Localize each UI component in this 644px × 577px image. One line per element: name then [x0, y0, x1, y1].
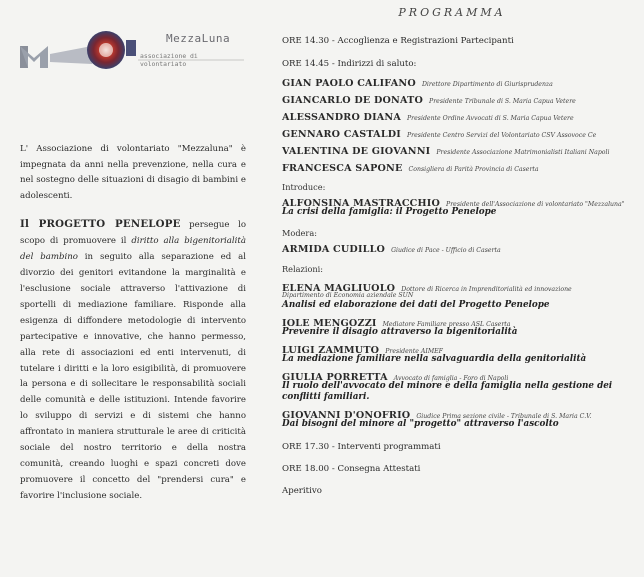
speaker-role: Presidente AIMEF	[385, 348, 443, 355]
introducer-talk: La crisi della famiglia: il Progetto Penelope	[282, 207, 497, 217]
greetings-label: ORE 14.45 - Indirizzi di saluto:	[282, 59, 417, 69]
speaker-name: ELENA MAGLIUOLO	[282, 283, 396, 294]
project-emphasis: diritto alla bigenitorialità del bambino	[20, 236, 246, 263]
interventi-line: ORE 17.30 - Interventi programmati	[282, 442, 441, 452]
introducer-row	[282, 194, 642, 207]
speaker-talk: Prevenire il disagio attraverso la bigenitorialità	[282, 327, 518, 337]
association-logo	[20, 26, 246, 84]
attestati-line: ORE 18.00 - Consegna Attestati	[282, 464, 421, 474]
greeting-row	[282, 72, 642, 89]
logo-name: MezzaLuna	[166, 32, 231, 45]
speaker-talk: La mediazione familiare nella salvaguardia della genitorialità	[282, 354, 587, 364]
moderator-row	[282, 240, 642, 254]
speaker-row	[282, 406, 642, 419]
logo-tagline: associazione di volontariato	[140, 52, 198, 68]
project-text-a: persegue lo scopo di promuovere il	[20, 220, 246, 247]
left-column	[20, 26, 246, 505]
greeting-role: Presidente Centro Servizi del Volontariato CSV Assovoce Ce	[406, 132, 597, 139]
greeting-row	[282, 89, 642, 106]
speaker-name: IOLE MENGOZZI	[282, 318, 377, 329]
project-text-b: in seguito alla separazione ed al divorzio dei genitori evitandone la marginalità e l'esclusione sociale attraverso l'attivazione di sportelli di mediazione familiare. Risponde alla esigenza di diffondere metodologie di intervento partecipative e innovative, che hanno permesso, alla rete di associazioni ed enti intervenuti, di tutelare i diritti e la loro esigibilità, di promuovere la persona e di sollecitare le responsabilità sociali delle comunità e delle istituzioni. Intende favorire lo sviluppo di servizi e di sistemi che hanno affrontato in maniera strutturale le aree di criticità sociale del nostro territorio e della nostra comunità, creando luoghi e spazi concreti dove promuovere il concetto del "prendersi cura" e favorire l'inclusione sociale.	[20, 252, 246, 501]
greeting-name: GIAN PAOLO CALIFANO	[282, 78, 416, 89]
greeting-name: VALENTINA DE GIOVANNI	[282, 146, 431, 157]
speaker-item	[282, 279, 642, 311]
moderator-role: Giudice di Pace - Ufficio di Caserta	[391, 247, 501, 254]
programma-column	[282, 6, 642, 499]
relazioni-label: Relazioni:	[282, 264, 324, 274]
greeting-row	[282, 157, 642, 174]
speakers-list	[282, 279, 642, 430]
greeting-role: Presidente Tribunale di S. Maria Capua Vetere	[429, 98, 576, 105]
speaker-talk: Dai bisogni del minore al "progetto" attraverso l'ascolto	[282, 419, 559, 429]
modera-label: Modera:	[282, 228, 317, 238]
greeting-row	[282, 140, 642, 157]
speaker-role: Dottore di Ricerca in Imprenditorialità ed innovazione	[401, 286, 572, 293]
greeting-role: Direttore Dipartimento di Giurisprudenza	[421, 81, 553, 88]
speaker-item	[282, 368, 642, 403]
speaker-item	[282, 406, 642, 430]
aperitivo-line: Aperitivo	[282, 486, 322, 496]
speaker-talk: Analisi ed elaborazione dei dati del Progetto Penelope	[282, 300, 550, 310]
speaker-row	[282, 314, 642, 327]
moderator-name: ARMIDA CUDILLO	[282, 244, 386, 255]
speaker-role: Avvocato di famiglia - Foro di Napoli	[393, 375, 509, 382]
introducer-role: Presidente dell'Associazione di volontariato "Mezzaluna"	[446, 201, 625, 208]
greeting-role: Consigliera di Parità Provincia di Caserta	[408, 166, 539, 173]
speaker-name: GIULIA PORRETTA	[282, 372, 388, 383]
greetings-list	[282, 72, 642, 174]
project-paragraph	[20, 217, 246, 504]
intro-paragraph: L' Associazione di volontariato "Mezzaluna" è impegnata da anni nella prevenzione, nella cura e nel sostegno delle situazioni di disagio di bambini e adolescenti.	[20, 144, 246, 201]
speaker-role: Giudice Prima sezione civile - Tribunale di S. Maria C.V.	[416, 413, 592, 420]
speaker-role: Mediatore Familiare presso ASL Caserta	[382, 321, 511, 328]
speaker-row	[282, 341, 642, 354]
speaker-item	[282, 314, 642, 338]
greeting-name: GIANCARLO DE DONATO	[282, 95, 424, 106]
speaker-item	[282, 341, 642, 365]
introducer-name: ALFONSINA MASTRACCHIO	[282, 198, 441, 209]
greeting-name: ALESSANDRO DIANA	[282, 112, 402, 123]
welcome-line: ORE 14.30 - Accoglienza e Registrazioni Partecipanti	[282, 36, 514, 46]
greeting-name: GENNARO CASTALDI	[282, 129, 401, 140]
introduce-label: Introduce:	[282, 182, 326, 192]
greeting-role: Presidente Ordine Avvocati di S. Maria Capua Vetere	[407, 115, 574, 122]
programma-title: PROGRAMMA	[398, 6, 506, 19]
greeting-name: FRANCESCA SAPONE	[282, 163, 403, 174]
speaker-name: LUIGI ZAMMUTO	[282, 345, 380, 356]
project-heading: Il PROGETTO PENELOPE	[20, 218, 181, 231]
greeting-role: Presidente Associazione Matrimonialisti Italiani Napoli	[436, 149, 610, 156]
speaker-name: GIOVANNI D'ONOFRIO	[282, 410, 411, 421]
greeting-row	[282, 106, 642, 123]
speaker-department: Dipartimento di Economia aziendale SUN	[282, 292, 414, 299]
speaker-row	[282, 279, 642, 292]
speaker-row	[282, 368, 642, 381]
speaker-talk: Il ruolo dell'avvocato del minore e della famiglia nella gestione dei conflitti familiari.	[282, 381, 613, 402]
greeting-row	[282, 123, 642, 140]
